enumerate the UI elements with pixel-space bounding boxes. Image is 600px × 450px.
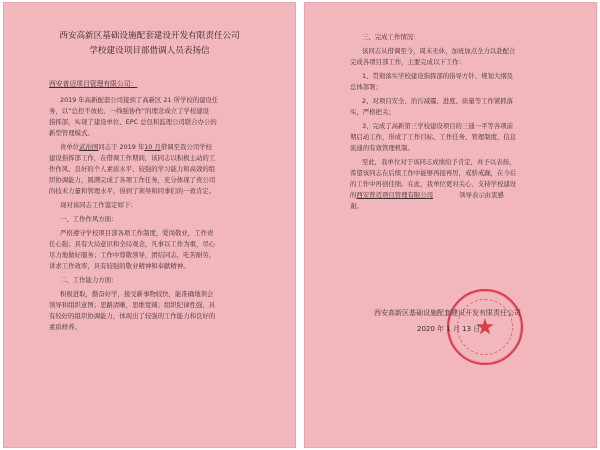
para2-line-1 bbox=[60, 144, 212, 150]
para2-line-2: 建设指挥部工作，在借调工作期间，该同志以积极主动的工 bbox=[49, 154, 216, 162]
letter-page-right bbox=[304, 2, 597, 448]
section2-line-1: 积极进取，勤奋好学，接受新事物较快，能准确地领会 bbox=[60, 290, 214, 298]
closing-line-1: 至此，我单位对于该同志成绩给予肯定，并予以表扬， bbox=[362, 158, 516, 166]
title-line-1: 西安高新区基础设施配套建设开发有限责任公司 bbox=[59, 31, 240, 41]
item2-line-1: 2、对项目安全、治污减霾、进度、质量等工作紧抓落 bbox=[362, 97, 514, 105]
signature-org: 西安高新区基础设施配套建设开发有限责任公司 bbox=[374, 309, 521, 317]
signature-date: 2020 年 1 月 13 日 bbox=[417, 325, 481, 333]
closing-line-2: 希望该同志在后续工作中能够再接再厉，戒骄戒躁，在今后 bbox=[350, 169, 517, 177]
section3-line-1: 该同志从借调至今，周末无休，加班加点全力以赴配合 bbox=[362, 47, 516, 55]
employee-name: 武治国 bbox=[79, 143, 99, 151]
section2-line-3: 有较好的组织协调能力，体现出了较强的工作能力和良好的 bbox=[49, 312, 216, 320]
month: 10 月 bbox=[144, 143, 161, 151]
closing-suffix: 领导表示由衷感 bbox=[459, 191, 504, 199]
closing-line-3: 的工作中再创佳绩。在此，我单位更对关心、支持学校建设 bbox=[350, 180, 517, 188]
recipient: 西安普迈项目管理有限公司： bbox=[49, 80, 138, 88]
item1-line-2: 总体部署； bbox=[350, 83, 382, 91]
letter-page-left bbox=[3, 2, 296, 448]
section2-heading: 二、工作能力方面： bbox=[60, 276, 118, 284]
para1-line-3: 指挥部，实现了建设单位、EPC 总包和监理公司联合办公的 bbox=[49, 118, 217, 126]
item3-line-2: 期启动工作，形成了工作目标、工作任务、管理制度、信息 bbox=[350, 133, 517, 141]
para2-prefix: 贵单位 bbox=[60, 143, 80, 151]
section1-line-2: 任心强；具有大局意识和全局观念，凡事以工作为重，尽心 bbox=[49, 240, 216, 248]
section1-line-1: 严格遵守学校项目部各项工作制度，爱岗敬业，工作责 bbox=[60, 229, 214, 237]
item2-line-2: 实，严格把关； bbox=[350, 108, 395, 116]
section1-line-4: 讲求工作效率，具有较强的敬业精神和奉献精神。 bbox=[49, 262, 190, 270]
closing-line-5: 谢。 bbox=[350, 202, 363, 210]
closing-company: 西安普迈项目管理有限公司 bbox=[356, 191, 434, 199]
para1-line-2: 务，以“总控不放松、一线强协作”的理念成立了学校建设 bbox=[49, 107, 209, 115]
para2-line-5: 的技术力量和管理水平，得到了领导和同事们的一致肯定。 bbox=[49, 187, 216, 195]
closing-prefix: 的 bbox=[350, 191, 357, 199]
para2-line-3: 作作风、良好的个人素质水平、较强的学习能力和高效的组 bbox=[49, 165, 216, 173]
item3-line-1: 3、完成了高新第三学校建设项目的三通一平等各项前 bbox=[362, 122, 514, 130]
para1-line-4: 新型管理模式。 bbox=[49, 129, 94, 137]
closing-line-4 bbox=[350, 192, 504, 198]
para2-line-4: 织协调能力，圆满完成了各项工作任务，充分体现了贵公司 bbox=[49, 176, 216, 184]
item3-line-3: 流通的有效管理机制。 bbox=[350, 144, 414, 152]
section2-line-4: 素质修养。 bbox=[49, 323, 81, 331]
para3: 现对该同志工作鉴定如下： bbox=[60, 201, 137, 209]
para1-line-1: 2019 年高新配套公司接到了高新区 21 所学校的建设任 bbox=[60, 96, 219, 104]
para2-suffix: 借调至我公司学校 bbox=[160, 143, 212, 151]
section1-heading: 一、工作作风方面： bbox=[60, 215, 118, 223]
section2-line-2: 领导和组织意图；思路清晰，思维宽阔；组织纪律性强，具 bbox=[49, 301, 216, 309]
para2-middle: 同志于 2019 年 bbox=[98, 143, 145, 151]
title-line-2: 学校建设项目部借调人员表扬信 bbox=[89, 46, 210, 56]
item1-line-1: 1、贯彻落实学校建设指挥部的指导方针、规划大纲及 bbox=[362, 72, 514, 80]
section3-line-2: 完成各项目部工作，主要完成以下工作： bbox=[350, 58, 466, 66]
section3-heading: 三、完成工作情况： bbox=[362, 33, 420, 41]
section1-line-3: 尽力地做好服务；工作中尊敬领导，团结同志，吃苦耐劳， bbox=[49, 251, 216, 259]
